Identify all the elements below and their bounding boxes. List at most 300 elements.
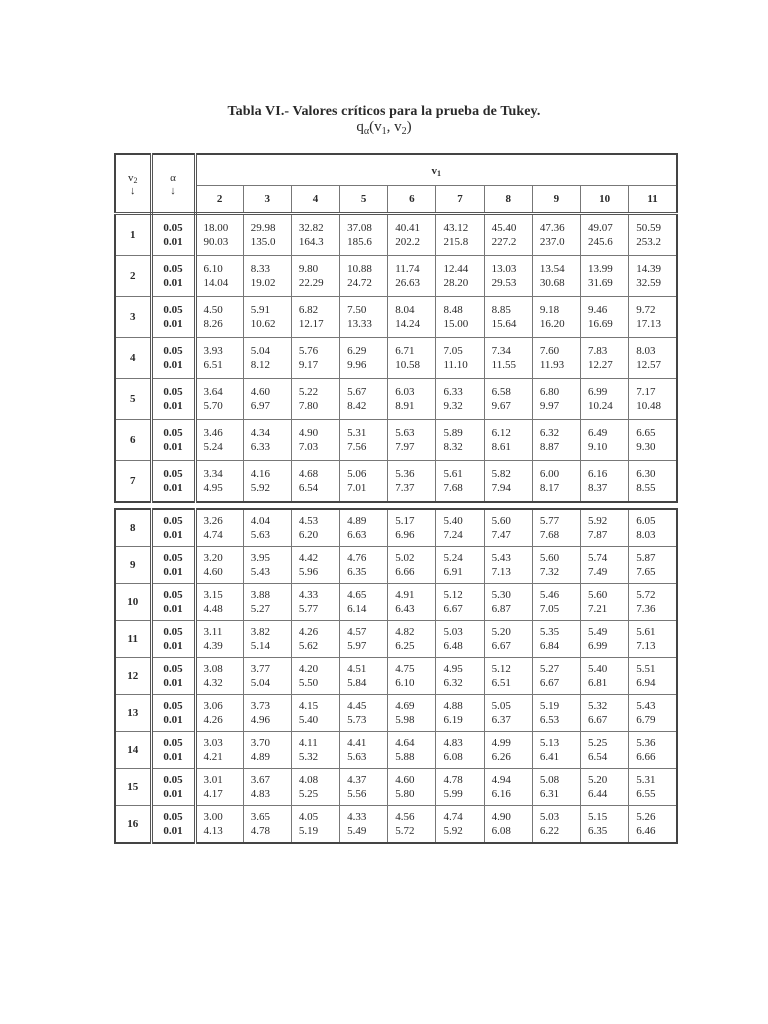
- critical-value-cell: [532, 547, 580, 584]
- value-alpha-001: 7.03: [298, 441, 319, 453]
- value-alpha-005: 4.88: [443, 700, 463, 712]
- critical-value-cell: [484, 509, 532, 547]
- value-alpha-005: 6.80: [539, 386, 560, 398]
- critical-value-cell: [629, 769, 677, 806]
- value-alpha-005: 4.11: [298, 737, 318, 749]
- critical-value-cell: [581, 621, 629, 658]
- value-alpha-001: 10.24: [588, 400, 613, 412]
- value-alpha-005: 7.05: [443, 345, 463, 357]
- value-alpha-005: 9.18: [539, 304, 560, 316]
- alpha-level: 0.01: [163, 359, 183, 371]
- alpha-level: 0.05: [163, 737, 183, 749]
- tukey-table-upper: [114, 153, 678, 503]
- value-alpha-005: 5.76: [298, 345, 319, 357]
- value-alpha-001: 6.79: [636, 714, 656, 726]
- value-alpha-001: 4.32: [203, 677, 223, 689]
- value-alpha-001: 6.66: [395, 566, 415, 578]
- value-alpha-005: 4.65: [347, 589, 367, 601]
- value-alpha-001: 9.10: [588, 441, 608, 453]
- alpha-values: [151, 420, 195, 461]
- value-alpha-005: 4.56: [395, 811, 415, 823]
- critical-value-cell: [484, 379, 532, 420]
- critical-value-cell: [243, 769, 291, 806]
- value-alpha-005: 4.82: [395, 626, 415, 638]
- v2-value: 13: [115, 695, 151, 732]
- alpha-level: 0.01: [163, 318, 183, 330]
- value-alpha-005: 18.00: [203, 222, 229, 234]
- critical-value-cell: [243, 621, 291, 658]
- value-alpha-001: 8.12: [250, 359, 270, 371]
- value-alpha-001: 6.91: [443, 566, 463, 578]
- value-alpha-001: 6.35: [588, 825, 608, 837]
- value-alpha-005: 6.30: [636, 468, 656, 480]
- alpha-values: [151, 214, 195, 256]
- critical-value-cell: [436, 584, 484, 621]
- critical-value-cell: [291, 420, 339, 461]
- value-alpha-005: 5.05: [491, 700, 511, 712]
- value-alpha-001: 5.96: [298, 566, 319, 578]
- column-header-v1-10: 10: [581, 186, 629, 214]
- value-alpha-005: 4.78: [443, 774, 463, 786]
- value-alpha-005: 3.08: [203, 663, 223, 675]
- value-alpha-001: 4.78: [250, 825, 270, 837]
- value-alpha-001: 7.05: [539, 603, 560, 615]
- alpha-level: 0.01: [163, 236, 183, 248]
- table-row: [115, 338, 677, 379]
- critical-value-cell: [340, 621, 388, 658]
- v2-value: 3: [115, 297, 151, 338]
- value-alpha-001: 5.63: [250, 529, 270, 541]
- value-alpha-001: 9.96: [347, 359, 367, 371]
- value-alpha-001: 9.30: [636, 441, 656, 453]
- value-alpha-005: 8.48: [443, 304, 463, 316]
- value-alpha-005: 6.82: [298, 304, 319, 316]
- value-alpha-005: 4.45: [347, 700, 367, 712]
- v2-value: 8: [115, 509, 151, 547]
- critical-value-cell: [532, 732, 580, 769]
- critical-value-cell: [436, 297, 484, 338]
- value-alpha-001: 30.68: [539, 277, 565, 289]
- value-alpha-001: 4.39: [203, 640, 223, 652]
- value-alpha-005: 9.46: [588, 304, 608, 316]
- value-alpha-001: 11.55: [491, 359, 516, 371]
- critical-value-cell: [436, 338, 484, 379]
- value-alpha-001: 5.27: [250, 603, 270, 615]
- critical-value-cell: [629, 338, 677, 379]
- value-alpha-001: 4.74: [203, 529, 223, 541]
- critical-value-cell: [340, 297, 388, 338]
- alpha-level: 0.05: [163, 700, 183, 712]
- critical-value-cell: [436, 695, 484, 732]
- critical-value-cell: [629, 584, 677, 621]
- value-alpha-005: 5.32: [588, 700, 608, 712]
- critical-value-cell: [195, 806, 243, 844]
- critical-value-cell: [243, 584, 291, 621]
- critical-value-cell: [581, 461, 629, 503]
- value-alpha-001: 5.99: [443, 788, 463, 800]
- value-alpha-001: 6.10: [395, 677, 415, 689]
- critical-value-cell: [581, 379, 629, 420]
- critical-value-cell: [291, 621, 339, 658]
- value-alpha-001: 6.54: [298, 482, 319, 494]
- value-alpha-001: 5.77: [298, 603, 319, 615]
- critical-value-cell: [195, 338, 243, 379]
- value-alpha-001: 6.96: [395, 529, 415, 541]
- value-alpha-005: 4.75: [395, 663, 415, 675]
- table-row: [115, 461, 677, 503]
- value-alpha-005: 5.20: [491, 626, 511, 638]
- value-alpha-005: 3.82: [250, 626, 270, 638]
- alpha-level: 0.01: [163, 603, 183, 615]
- value-alpha-001: 164.3: [298, 236, 324, 248]
- value-alpha-001: 8.03: [636, 529, 656, 541]
- alpha-level: 0.05: [163, 304, 183, 316]
- value-alpha-001: 6.08: [491, 825, 511, 837]
- critical-value-cell: [436, 621, 484, 658]
- critical-value-cell: [581, 732, 629, 769]
- critical-value-cell: [436, 379, 484, 420]
- critical-value-cell: [388, 584, 436, 621]
- value-alpha-005: 8.33: [250, 263, 270, 275]
- value-alpha-001: 5.73: [347, 714, 367, 726]
- critical-value-cell: [388, 297, 436, 338]
- value-alpha-005: 3.93: [203, 345, 223, 357]
- value-alpha-005: 49.07: [588, 222, 613, 234]
- critical-value-cell: [388, 547, 436, 584]
- value-alpha-005: 3.26: [203, 515, 223, 527]
- critical-value-cell: [195, 461, 243, 503]
- table-row: [115, 379, 677, 420]
- value-alpha-001: 6.31: [539, 788, 560, 800]
- alpha-level: 0.05: [163, 774, 183, 786]
- value-alpha-001: 31.69: [588, 277, 613, 289]
- critical-value-cell: [484, 806, 532, 844]
- critical-value-cell: [532, 214, 580, 256]
- value-alpha-005: 5.82: [491, 468, 511, 480]
- critical-value-cell: [484, 658, 532, 695]
- critical-value-cell: [195, 297, 243, 338]
- critical-value-cell: [340, 769, 388, 806]
- table-row: [115, 547, 677, 584]
- value-alpha-001: 5.70: [203, 400, 223, 412]
- value-alpha-005: 3.03: [203, 737, 223, 749]
- value-alpha-001: 6.48: [443, 640, 463, 652]
- value-alpha-001: 6.55: [636, 788, 656, 800]
- value-alpha-001: 19.02: [250, 277, 276, 289]
- alpha-level: 0.01: [163, 714, 183, 726]
- value-alpha-001: 6.22: [539, 825, 560, 837]
- alpha-level: 0.05: [163, 552, 183, 564]
- column-header-v1-7: 7: [436, 186, 484, 214]
- alpha-level: 0.01: [163, 441, 183, 453]
- alpha-level: 0.05: [163, 626, 183, 638]
- value-alpha-005: 5.60: [491, 515, 511, 527]
- value-alpha-001: 7.80: [298, 400, 319, 412]
- value-alpha-005: 4.83: [443, 737, 463, 749]
- value-alpha-005: 3.11: [203, 626, 223, 638]
- value-alpha-005: 4.20: [298, 663, 319, 675]
- critical-value-cell: [340, 732, 388, 769]
- critical-value-cell: [243, 806, 291, 844]
- critical-value-cell: [291, 769, 339, 806]
- subtitle-close: ): [406, 119, 412, 135]
- value-alpha-005: 5.19: [539, 700, 560, 712]
- value-alpha-005: 3.34: [203, 468, 223, 480]
- value-alpha-005: 8.03: [636, 345, 656, 357]
- alpha-values: [151, 621, 195, 658]
- v2-value: 11: [115, 621, 151, 658]
- value-alpha-005: 5.43: [636, 700, 656, 712]
- critical-value-cell: [484, 732, 532, 769]
- value-alpha-001: 245.6: [588, 236, 613, 248]
- value-alpha-005: 4.90: [491, 811, 511, 823]
- value-alpha-001: 5.56: [347, 788, 367, 800]
- value-alpha-001: 6.67: [443, 603, 463, 615]
- alpha-level: 0.05: [163, 468, 183, 480]
- critical-value-cell: [291, 658, 339, 695]
- critical-value-cell: [484, 769, 532, 806]
- value-alpha-005: 4.37: [347, 774, 367, 786]
- critical-value-cell: [195, 658, 243, 695]
- value-alpha-001: 227.2: [491, 236, 517, 248]
- value-alpha-005: 4.16: [250, 468, 270, 480]
- column-header-v1-9: 9: [532, 186, 580, 214]
- critical-value-cell: [340, 379, 388, 420]
- value-alpha-005: 13.99: [588, 263, 613, 275]
- critical-value-cell: [340, 461, 388, 503]
- critical-value-cell: [291, 297, 339, 338]
- value-alpha-001: 5.14: [250, 640, 270, 652]
- value-alpha-001: 12.17: [298, 318, 324, 330]
- value-alpha-001: 9.97: [539, 400, 560, 412]
- value-alpha-005: 6.00: [539, 468, 560, 480]
- alpha-level: 0.01: [163, 529, 183, 541]
- value-alpha-001: 26.63: [395, 277, 420, 289]
- critical-value-cell: [195, 732, 243, 769]
- critical-value-cell: [388, 509, 436, 547]
- v2-value: 15: [115, 769, 151, 806]
- value-alpha-001: 5.62: [298, 640, 319, 652]
- critical-value-cell: [532, 297, 580, 338]
- table-row: [115, 214, 677, 256]
- value-alpha-001: 4.21: [203, 751, 223, 763]
- critical-value-cell: [291, 461, 339, 503]
- value-alpha-005: 5.72: [636, 589, 656, 601]
- value-alpha-005: 3.15: [203, 589, 223, 601]
- critical-value-cell: [532, 420, 580, 461]
- critical-value-cell: [388, 695, 436, 732]
- value-alpha-001: 202.2: [395, 236, 420, 248]
- value-alpha-005: 5.40: [443, 515, 463, 527]
- table-row: [115, 420, 677, 461]
- critical-value-cell: [340, 509, 388, 547]
- column-header-v1-5: 5: [340, 186, 388, 214]
- value-alpha-001: 5.49: [347, 825, 367, 837]
- value-alpha-005: 47.36: [539, 222, 565, 234]
- value-alpha-005: 8.04: [395, 304, 415, 316]
- down-arrow-icon: ↓: [170, 184, 176, 197]
- value-alpha-005: 3.06: [203, 700, 223, 712]
- value-alpha-001: 4.13: [203, 825, 223, 837]
- value-alpha-005: 4.15: [298, 700, 319, 712]
- alpha-level: 0.01: [163, 566, 183, 578]
- critical-value-cell: [629, 256, 677, 297]
- value-alpha-005: 5.87: [636, 552, 656, 564]
- value-alpha-005: 5.35: [539, 626, 560, 638]
- value-alpha-001: 6.66: [636, 751, 656, 763]
- critical-value-cell: [629, 297, 677, 338]
- critical-value-cell: [532, 338, 580, 379]
- value-alpha-005: 3.70: [250, 737, 270, 749]
- critical-value-cell: [340, 214, 388, 256]
- critical-value-cell: [484, 695, 532, 732]
- value-alpha-001: 16.20: [539, 318, 565, 330]
- value-alpha-001: 10.62: [250, 318, 276, 330]
- value-alpha-001: 12.27: [588, 359, 613, 371]
- value-alpha-001: 6.14: [347, 603, 367, 615]
- value-alpha-001: 6.94: [636, 677, 656, 689]
- critical-value-cell: [484, 547, 532, 584]
- critical-value-cell: [195, 420, 243, 461]
- value-alpha-001: 7.56: [347, 441, 367, 453]
- critical-value-cell: [388, 420, 436, 461]
- critical-value-cell: [388, 732, 436, 769]
- upper-table-body: [115, 154, 677, 502]
- value-alpha-001: 22.29: [298, 277, 324, 289]
- tukey-table-lower: [114, 508, 678, 844]
- value-alpha-005: 7.60: [539, 345, 560, 357]
- value-alpha-005: 6.12: [491, 427, 511, 439]
- critical-value-cell: [581, 509, 629, 547]
- value-alpha-005: 5.92: [588, 515, 608, 527]
- value-alpha-001: 6.16: [491, 788, 511, 800]
- value-alpha-001: 8.17: [539, 482, 560, 494]
- alpha-values: [151, 806, 195, 844]
- critical-value-cell: [629, 509, 677, 547]
- critical-value-cell: [581, 658, 629, 695]
- value-alpha-005: 4.91: [395, 589, 415, 601]
- value-alpha-001: 6.26: [491, 751, 511, 763]
- critical-value-cell: [532, 379, 580, 420]
- value-alpha-001: 6.41: [539, 751, 560, 763]
- value-alpha-001: 6.33: [250, 441, 270, 453]
- value-alpha-001: 5.19: [298, 825, 319, 837]
- value-alpha-001: 7.13: [636, 640, 656, 652]
- critical-value-cell: [484, 214, 532, 256]
- value-alpha-001: 16.69: [588, 318, 613, 330]
- v2-value: 9: [115, 547, 151, 584]
- alpha-values: [151, 584, 195, 621]
- critical-value-cell: [340, 338, 388, 379]
- value-alpha-001: 253.2: [636, 236, 661, 248]
- page-subtitle: [0, 119, 768, 137]
- alpha-level: 0.01: [163, 277, 183, 289]
- value-alpha-001: 7.68: [443, 482, 463, 494]
- value-alpha-001: 6.67: [539, 677, 560, 689]
- value-alpha-005: 5.04: [250, 345, 270, 357]
- value-alpha-001: 4.26: [203, 714, 223, 726]
- critical-value-cell: [436, 461, 484, 503]
- critical-value-cell: [291, 338, 339, 379]
- value-alpha-005: 10.88: [347, 263, 372, 275]
- critical-value-cell: [388, 214, 436, 256]
- value-alpha-005: 3.00: [203, 811, 223, 823]
- value-alpha-001: 5.40: [298, 714, 319, 726]
- critical-value-cell: [340, 420, 388, 461]
- value-alpha-001: 8.26: [203, 318, 223, 330]
- value-alpha-005: 4.57: [347, 626, 367, 638]
- value-alpha-005: 9.72: [636, 304, 656, 316]
- value-alpha-005: 5.43: [491, 552, 511, 564]
- value-alpha-001: 15.00: [443, 318, 469, 330]
- value-alpha-005: 4.60: [250, 386, 270, 398]
- value-alpha-001: 7.94: [491, 482, 511, 494]
- value-alpha-005: 3.46: [203, 427, 223, 439]
- value-alpha-005: 40.41: [395, 222, 420, 234]
- value-alpha-005: 4.94: [491, 774, 511, 786]
- column-header-v1-3: 3: [243, 186, 291, 214]
- critical-value-cell: [532, 621, 580, 658]
- table-row: [115, 256, 677, 297]
- value-alpha-001: 6.46: [636, 825, 656, 837]
- value-alpha-001: 7.47: [491, 529, 511, 541]
- alpha-level: 0.05: [163, 345, 183, 357]
- critical-value-cell: [629, 658, 677, 695]
- alpha-level: 0.05: [163, 663, 183, 675]
- value-alpha-005: 4.08: [298, 774, 319, 786]
- alpha-level: 0.05: [163, 515, 183, 527]
- value-alpha-005: 5.31: [347, 427, 367, 439]
- value-alpha-005: 5.08: [539, 774, 560, 786]
- value-alpha-001: 5.80: [395, 788, 415, 800]
- value-alpha-005: 4.26: [298, 626, 319, 638]
- value-alpha-005: 5.22: [298, 386, 319, 398]
- critical-value-cell: [195, 621, 243, 658]
- value-alpha-001: 6.97: [250, 400, 270, 412]
- value-alpha-005: 6.49: [588, 427, 608, 439]
- critical-value-cell: [388, 769, 436, 806]
- value-alpha-001: 6.63: [347, 529, 367, 541]
- value-alpha-001: 6.43: [395, 603, 415, 615]
- value-alpha-005: 4.41: [347, 737, 367, 749]
- value-alpha-001: 5.88: [395, 751, 415, 763]
- value-alpha-001: 5.43: [250, 566, 270, 578]
- value-alpha-005: 5.46: [539, 589, 560, 601]
- page-title: Tabla VI.- Valores críticos para la prueba de Tukey.: [227, 104, 541, 119]
- value-alpha-005: 7.17: [636, 386, 656, 398]
- value-alpha-001: 4.89: [250, 751, 270, 763]
- alpha-values: [151, 732, 195, 769]
- value-alpha-001: 5.25: [298, 788, 319, 800]
- critical-value-cell: [581, 338, 629, 379]
- alpha-values: [151, 658, 195, 695]
- critical-value-cell: [581, 420, 629, 461]
- value-alpha-001: 5.24: [203, 441, 223, 453]
- critical-value-cell: [436, 547, 484, 584]
- critical-value-cell: [291, 695, 339, 732]
- value-alpha-005: 5.03: [443, 626, 463, 638]
- value-alpha-005: 5.13: [539, 737, 560, 749]
- alpha-level: 0.01: [163, 788, 183, 800]
- critical-value-cell: [388, 461, 436, 503]
- column-header-v1-8: 8: [484, 186, 532, 214]
- critical-value-cell: [581, 256, 629, 297]
- value-alpha-001: 10.58: [395, 359, 420, 371]
- value-alpha-005: 4.05: [298, 811, 319, 823]
- value-alpha-005: 4.64: [395, 737, 415, 749]
- alpha-level: 0.01: [163, 677, 183, 689]
- value-alpha-005: 4.34: [250, 427, 270, 439]
